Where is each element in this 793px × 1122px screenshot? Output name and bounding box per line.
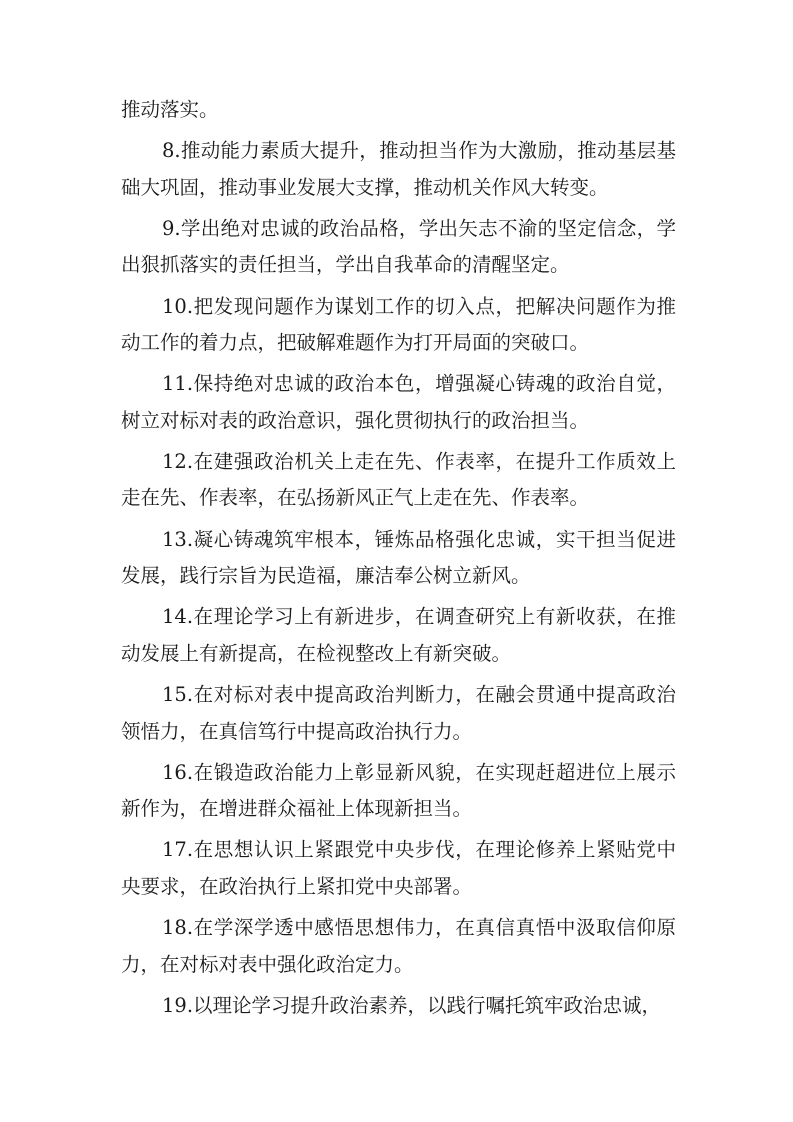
paragraph-item-15: 15.在对标对表中提高政治判断力，在融会贯通中提高政治领悟力，在真信笃行中提高政治执行力。 <box>121 683 676 743</box>
paragraph-item-13: 13.凝心铸魂筑牢根本，锤炼品格强化忠诚，实干担当促进发展，践行宗旨为民造福，廉洁奉公树立新风。 <box>121 527 676 588</box>
paragraph-item-9: 9.学出绝对忠诚的政治品格，学出矢志不渝的坚定信念，学出狠抓落实的责任担当，学出自我革命的清醒坚定。 <box>121 216 676 277</box>
paragraph-item-18: 18.在学深学透中感悟思想伟力，在真信真悟中汲取信仰原力，在对标对表中强化政治定力。 <box>121 916 676 976</box>
paragraph-continuation: 推动落实。 <box>121 98 219 121</box>
paragraph-item-16: 16.在锻造政治能力上彰显新风貌，在实现赶超进位上展示新作为，在增进群众福祉上体现新担当。 <box>121 760 676 821</box>
paragraph-item-14: 14.在理论学习上有新进步，在调查研究上有新收获，在推动发展上有新提高，在检视整改上有新突破。 <box>121 605 676 665</box>
paragraph-item-19: 19.以理论学习提升政治素养，以践行嘱托筑牢政治忠诚， <box>162 993 662 1017</box>
paragraph-item-8: 8.推动能力素质大提升，推动担当作为大激励，推动基层基础大巩固，推动事业发展大支撑，推动机关作风大转变。 <box>121 139 676 199</box>
paragraph-item-10: 10.把发现问题作为谋划工作的切入点，把解决问题作为推动工作的着力点，把破解难题作为打开局面的突破口。 <box>121 294 676 355</box>
paragraph-item-11: 11.保持绝对忠诚的政治本色，增强凝心铸魂的政治自觉，树立对标对表的政治意识，强化贯彻执行的政治担当。 <box>121 372 676 432</box>
paragraph-item-17: 17.在思想认识上紧跟党中央步伐，在理论修养上紧贴党中央要求，在政治执行上紧扣党中央部署。 <box>121 838 676 898</box>
paragraph-item-12: 12.在建强政治机关上走在先、作表率，在提升工作质效上走在先、作表率，在弘扬新风正气上走在先、作表率。 <box>121 449 676 510</box>
document-body <box>121 92 676 1029</box>
